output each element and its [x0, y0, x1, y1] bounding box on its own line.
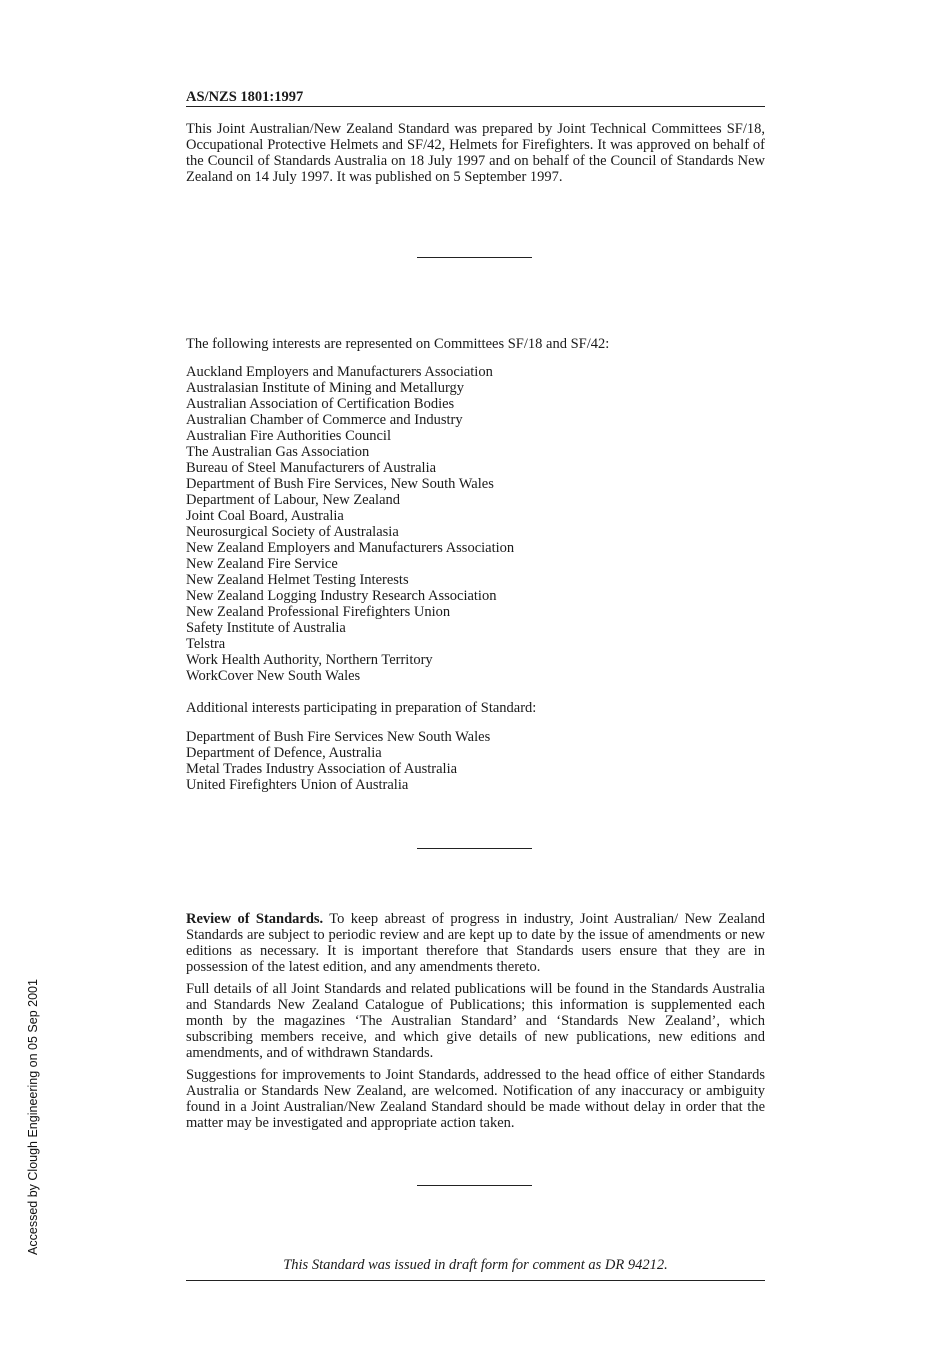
intro-paragraph: This Joint Australian/New Zealand Standard was prepared by Joint Technical Committees SF/18, Occupational Protective Helmets and SF/42, Helmets for Firefighters. It was approved on behalf of the Council of Standards Australia on 18 July 1997 and on behalf of the Council of Standards New Zealand on 14 July 1997. It was published on 5 September 1997. [186, 121, 765, 185]
committee-item: Australian Association of Certification Bodies [186, 396, 455, 412]
committee-item: Telstra [186, 636, 226, 652]
additional-item: Department of Defence, Australia [186, 745, 382, 761]
review-paragraph-3: Suggestions for improvements to Joint Standards, addressed to the head office of either Standards Australia or Standards New Zealand, are welcomed. Notification of any inaccuracy or ambiguity found in a Joint Australian/New Zealand Standard should be made without delay in order that the matter may be investigated and appropriate action taken. [186, 1067, 765, 1131]
committee-item: Bureau of Steel Manufacturers of Australia [186, 460, 437, 476]
committee-item: The Australian Gas Association [186, 444, 370, 460]
additional-heading: Additional interests participating in preparation of Standard: [186, 700, 537, 716]
review-title: Review of Standards. [186, 911, 324, 927]
divider-3 [417, 1185, 532, 1186]
committee-item: Auckland Employers and Manufacturers Association [186, 364, 493, 380]
additional-item: Metal Trades Industry Association of Australia [186, 761, 458, 777]
additional-item: United Firefighters Union of Australia [186, 777, 409, 793]
review-paragraph-2: Full details of all Joint Standards and related publications will be found in the Standards Australia and Standards New Zealand Catalogue of Publications; this information is supplemented each month by the magazines ‘The Australian Standard’ and ‘Standards New Zealand’, which subscribing members receive, and which give details of new publications, new editions and amendments, and of withdrawn Standards. [186, 981, 765, 1061]
committee-item: Australasian Institute of Mining and Metallurgy [186, 380, 465, 396]
committee-item: New Zealand Professional Firefighters Union [186, 604, 451, 620]
committee-member-list [186, 364, 765, 684]
committee-item: Work Health Authority, Northern Territory [186, 652, 433, 668]
committee-item: Safety Institute of Australia [186, 620, 346, 636]
committee-item: Department of Bush Fire Services, New South Wales [186, 476, 494, 492]
committee-item: WorkCover New South Wales [186, 668, 361, 684]
committee-item: Australian Chamber of Commerce and Industry [186, 412, 463, 428]
additional-member-list [186, 729, 765, 793]
committee-item: New Zealand Fire Service [186, 556, 338, 572]
divider-1 [417, 257, 532, 258]
committees-section [186, 336, 765, 684]
committee-item: New Zealand Employers and Manufacturers Association [186, 540, 515, 556]
review-section [186, 911, 765, 1137]
committee-item: Department of Labour, New Zealand [186, 492, 401, 508]
committee-item: New Zealand Logging Industry Research Association [186, 588, 497, 604]
committee-item: Australian Fire Authorities Council [186, 428, 391, 444]
standard-id-header: AS/NZS 1801:1997 [186, 88, 765, 107]
additional-item: Department of Bush Fire Services New South Wales [186, 729, 491, 745]
committee-item: Joint Coal Board, Australia [186, 508, 344, 524]
draft-note: This Standard was issued in draft form for comment as DR 94212. [186, 1256, 765, 1281]
review-text-1: To keep abreast of progress in industry, Joint Australian/ New Zealand Standards are subject to periodic review and are kept up to date by the issue of amendments or new editions as necessary. It is important therefore that Standards users ensure that they are in possession of the latest edition, and any amendments thereto. [186, 911, 766, 975]
additional-section [186, 700, 765, 793]
divider-2 [417, 848, 532, 849]
committees-heading: The following interests are represented on Committees SF/18 and SF/42: [186, 336, 610, 352]
access-watermark: Accessed by Clough Engineering on 05 Sep 2001 [26, 979, 40, 1255]
committee-item: Neurosurgical Society of Australasia [186, 524, 399, 540]
committee-item: New Zealand Helmet Testing Interests [186, 572, 409, 588]
review-paragraph-1 [186, 911, 765, 975]
